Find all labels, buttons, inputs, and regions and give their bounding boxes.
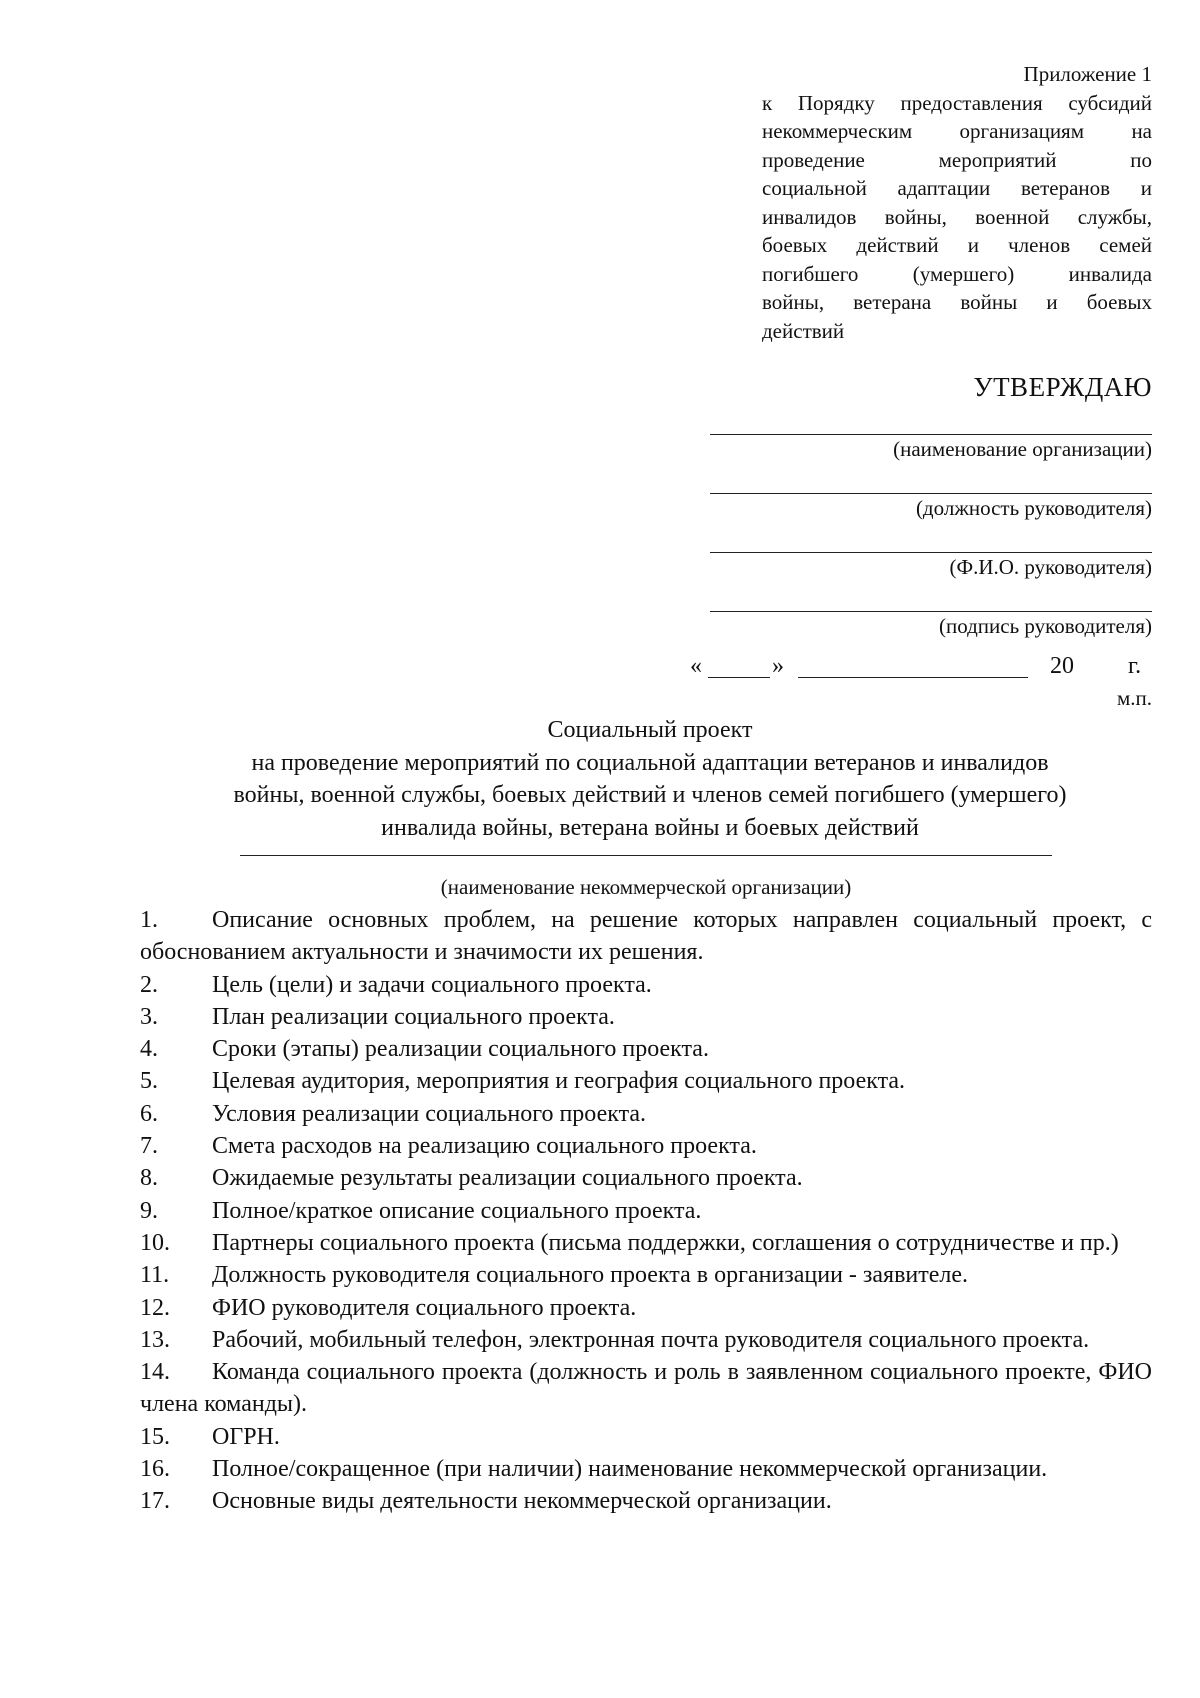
item-text: Команда социального проекта (должность и роль в заявленном социального проекте, ФИО члена команды). — [140, 1359, 1152, 1418]
item-text: Ожидаемые результаты реализации социального проекта. — [212, 1165, 803, 1192]
item-text: Условия реализации социального проекта. — [212, 1100, 647, 1127]
org-name-line — [710, 404, 1152, 435]
requirements-list — [140, 904, 1152, 1518]
title-line: войны, военной службы, боевых действий и членов семей погибшего (умершего) — [233, 782, 1067, 808]
annex-line: боевых действий и членов семей — [762, 233, 1152, 257]
list-item — [140, 1485, 1152, 1517]
item-number: 2. — [140, 971, 158, 998]
position-line — [710, 463, 1152, 494]
annex-header — [762, 60, 1152, 345]
item-number: 6. — [140, 1100, 158, 1127]
item-text: ФИО руководителя социального проекта. — [212, 1294, 637, 1321]
list-item — [140, 1033, 1152, 1065]
list-item — [140, 1065, 1152, 1097]
list-item — [140, 1195, 1152, 1227]
item-text: Партнеры социального проекта (письма поддержки, соглашения о сотрудничестве и пр.) — [212, 1229, 1119, 1256]
item-number: 5. — [140, 1068, 158, 1095]
annex-line: некоммерческим организациям на — [762, 119, 1152, 143]
fullname-caption: (Ф.И.О. руководителя) — [949, 555, 1152, 579]
list-item — [140, 1356, 1152, 1421]
item-text: Смета расходов на реализацию социального проекта. — [212, 1133, 757, 1160]
approval-block — [700, 370, 1152, 640]
item-text: Цель (цели) и задачи социального проекта. — [212, 971, 652, 998]
item-number: 4. — [140, 1036, 158, 1063]
item-text: Полное/краткое описание социального проекта. — [212, 1197, 702, 1224]
fullname-line — [710, 522, 1152, 553]
project-title — [130, 714, 1170, 844]
signature-caption: (подпись руководителя) — [938, 614, 1152, 638]
annex-line: социальной адаптации ветеранов и — [762, 176, 1152, 200]
item-number: 11. — [140, 1262, 170, 1289]
item-number: 16. — [140, 1456, 170, 1483]
title-line: инвалида войны, ветерана войны и боевых действий — [381, 814, 919, 841]
annex-line: проведение мероприятий по — [762, 147, 1152, 172]
item-text: ОГРН. — [212, 1423, 280, 1450]
title-line: на проведение мероприятий по социальной адаптации ветеранов и инвалидов — [251, 749, 1049, 776]
year-prefix: 20 — [1050, 653, 1074, 679]
item-text: Целевая аудитория, мероприятия и география социального проекта. — [212, 1068, 906, 1095]
list-item — [140, 1453, 1152, 1485]
item-number: 14. — [140, 1359, 170, 1386]
list-item — [140, 1098, 1152, 1130]
month-blank — [798, 653, 1028, 678]
annex-line: инвалидов войны, военной службы, — [762, 204, 1152, 229]
annex-line: войны, ветерана войны и боевых — [762, 290, 1152, 314]
item-number: 9. — [140, 1197, 158, 1224]
item-text: Основные виды деятельности некоммерческой организации. — [212, 1488, 832, 1515]
item-number: 17. — [140, 1488, 170, 1515]
list-item — [140, 1001, 1152, 1033]
date-close-quote: » — [772, 653, 784, 679]
list-item — [140, 969, 1152, 1001]
list-item — [140, 1227, 1152, 1259]
item-text: Описание основных проблем, на решение которых направлен социальный проект, с обоснованием актуальности и значимости их решения. — [140, 907, 1152, 966]
org-name-caption: (наименование организации) — [893, 437, 1152, 461]
item-number: 7. — [140, 1133, 158, 1160]
item-number: 12. — [140, 1294, 170, 1321]
approve-heading: УТВЕРЖДАЮ — [973, 372, 1152, 402]
date-open-quote: « — [690, 653, 702, 679]
day-blank — [708, 653, 770, 678]
item-text: Рабочий, мобильный телефон, электронная почта руководителя социального проекта. — [212, 1326, 1090, 1353]
item-number: 8. — [140, 1165, 158, 1192]
item-text: Сроки (этапы) реализации социального проекта. — [212, 1036, 709, 1063]
nko-name-caption: (наименование некоммерческой организации) — [440, 875, 852, 899]
list-item — [140, 1162, 1152, 1194]
position-caption: (должность руководителя) — [915, 496, 1152, 520]
list-item — [140, 1130, 1152, 1162]
nko-name-line — [240, 855, 1052, 856]
title-line: Социальный проект — [547, 717, 753, 743]
item-text: Должность руководителя социального проекта в организации - заявителе. — [212, 1262, 969, 1289]
list-item — [140, 1292, 1152, 1324]
annex-line: к Порядку предоставления субсидий — [762, 90, 1152, 115]
item-number: 13. — [140, 1326, 170, 1353]
year-suffix: г. — [1128, 653, 1142, 679]
signature-line — [710, 581, 1152, 612]
item-text: Полное/сокращенное (при наличии) наименование некоммерческой организации. — [212, 1456, 1048, 1483]
item-number: 1. — [140, 907, 158, 933]
item-number: 10. — [140, 1229, 170, 1256]
annex-line: действий — [762, 318, 845, 343]
list-item — [140, 1421, 1152, 1453]
date-row — [690, 653, 1152, 687]
list-item — [140, 1324, 1152, 1356]
stamp-place: м.п. — [1116, 686, 1152, 710]
item-number: 15. — [140, 1423, 170, 1450]
item-number: 3. — [140, 1003, 158, 1030]
item-text: План реализации социального проекта. — [212, 1003, 615, 1030]
list-item — [140, 1259, 1152, 1291]
annex-title: Приложение 1 — [1023, 62, 1152, 86]
annex-line: погибшего (умершего) инвалида — [762, 261, 1152, 286]
list-item — [140, 904, 1152, 969]
